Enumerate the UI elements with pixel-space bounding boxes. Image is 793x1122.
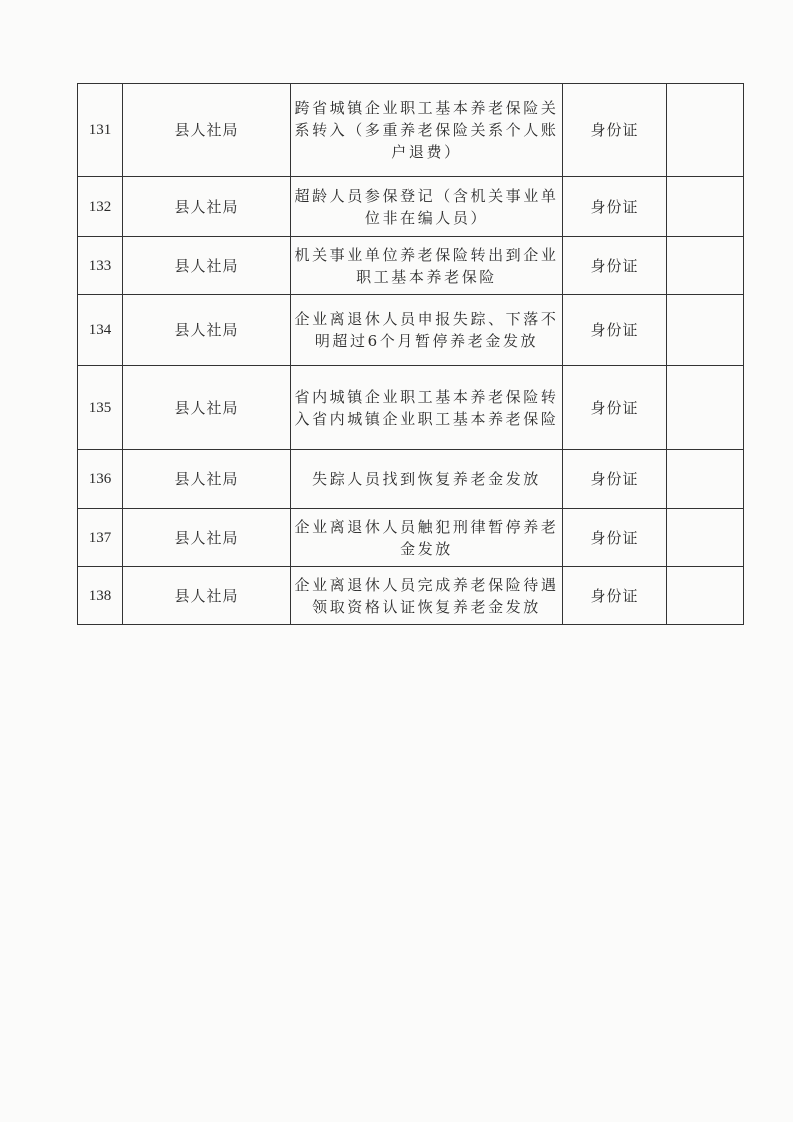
material-cell: 身份证 <box>563 84 667 177</box>
remark-cell <box>667 237 744 295</box>
material-cell: 身份证 <box>563 450 667 509</box>
table-row <box>78 177 744 237</box>
department-cell: 县人社局 <box>123 84 291 177</box>
remark-cell <box>667 295 744 366</box>
table-row <box>78 450 744 509</box>
table-row <box>78 84 744 177</box>
item-name-cell: 失踪人员找到恢复养老金发放 <box>291 450 563 509</box>
table-row <box>78 509 744 567</box>
material-cell: 身份证 <box>563 509 667 567</box>
material-cell: 身份证 <box>563 567 667 625</box>
row-number: 138 <box>78 567 123 625</box>
table-row <box>78 237 744 295</box>
row-number: 136 <box>78 450 123 509</box>
department-cell: 县人社局 <box>123 177 291 237</box>
table-row <box>78 366 744 450</box>
department-cell: 县人社局 <box>123 295 291 366</box>
item-name-cell: 机关事业单位养老保险转出到企业职工基本养老保险 <box>291 237 563 295</box>
remark-cell <box>667 450 744 509</box>
department-cell: 县人社局 <box>123 509 291 567</box>
remark-cell <box>667 567 744 625</box>
service-items-table <box>77 83 744 625</box>
item-name-cell: 企业离退休人员触犯刑律暂停养老金发放 <box>291 509 563 567</box>
remark-cell <box>667 366 744 450</box>
row-number: 134 <box>78 295 123 366</box>
remark-cell <box>667 177 744 237</box>
row-number: 131 <box>78 84 123 177</box>
item-name-cell: 跨省城镇企业职工基本养老保险关系转入（多重养老保险关系个人账户退费） <box>291 84 563 177</box>
material-cell: 身份证 <box>563 177 667 237</box>
material-cell: 身份证 <box>563 237 667 295</box>
material-cell: 身份证 <box>563 295 667 366</box>
department-cell: 县人社局 <box>123 567 291 625</box>
item-name-cell: 超龄人员参保登记（含机关事业单位非在编人员） <box>291 177 563 237</box>
remark-cell <box>667 509 744 567</box>
row-number: 132 <box>78 177 123 237</box>
remark-cell <box>667 84 744 177</box>
item-name-cell: 企业离退休人员申报失踪、下落不明超过6个月暂停养老金发放 <box>291 295 563 366</box>
row-number: 133 <box>78 237 123 295</box>
row-number: 135 <box>78 366 123 450</box>
department-cell: 县人社局 <box>123 366 291 450</box>
row-number: 137 <box>78 509 123 567</box>
department-cell: 县人社局 <box>123 450 291 509</box>
table-row <box>78 567 744 625</box>
material-cell: 身份证 <box>563 366 667 450</box>
item-name-cell: 省内城镇企业职工基本养老保险转入省内城镇企业职工基本养老保险 <box>291 366 563 450</box>
item-name-cell: 企业离退休人员完成养老保险待遇领取资格认证恢复养老金发放 <box>291 567 563 625</box>
table-row <box>78 295 744 366</box>
department-cell: 县人社局 <box>123 237 291 295</box>
